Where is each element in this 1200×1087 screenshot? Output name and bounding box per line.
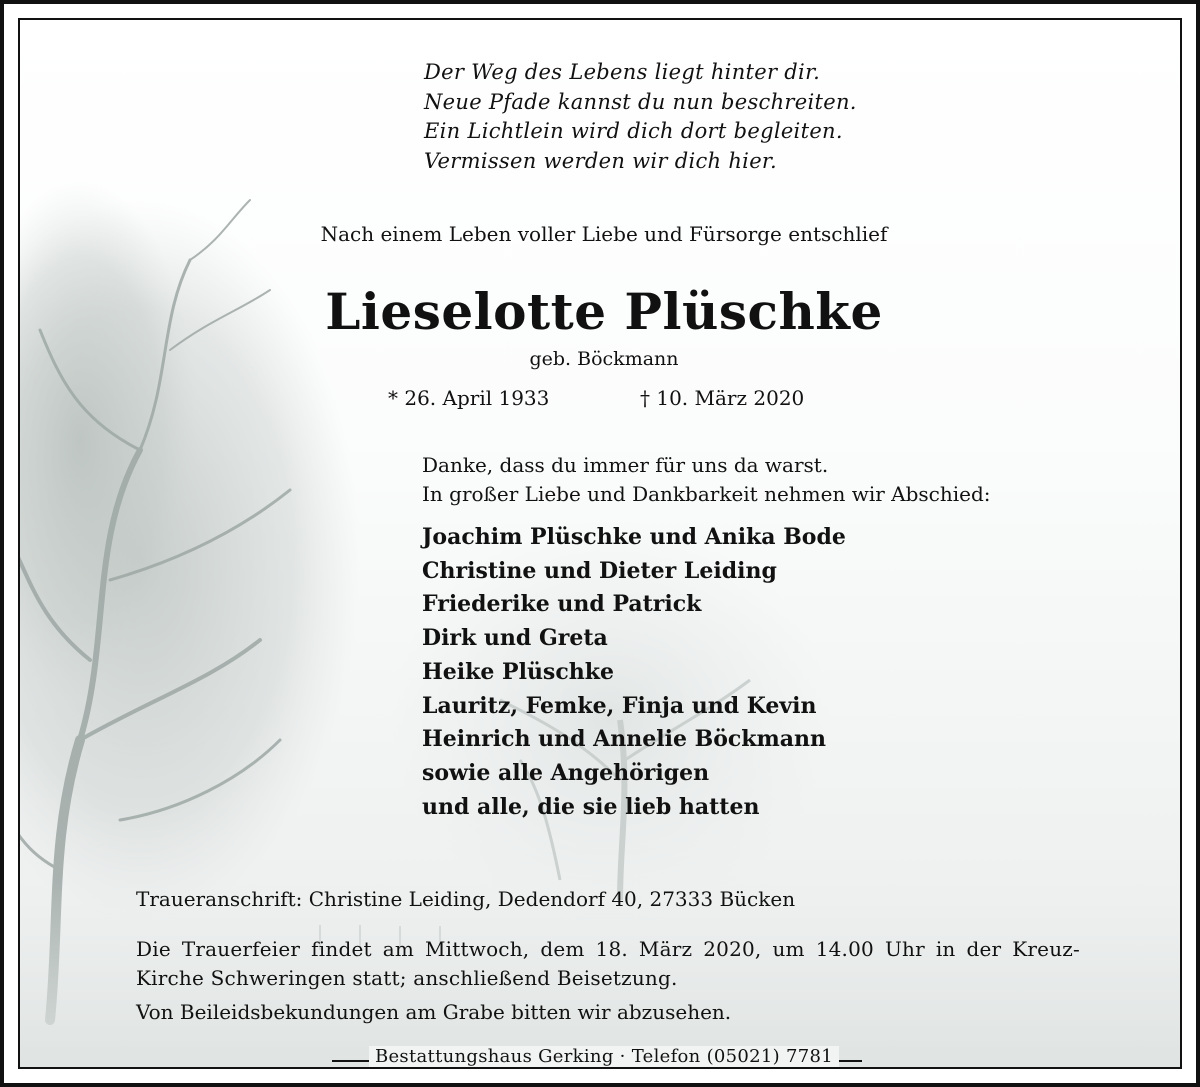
birth-date: * 26. April 1933 xyxy=(388,386,550,410)
poem xyxy=(424,58,857,176)
mourner-entry: Heike Plüschke xyxy=(422,658,614,685)
thanks-text xyxy=(422,451,991,509)
mourner-entry: Dirk und Greta xyxy=(422,625,608,652)
poem-line: Neue Pfade kannst du nun beschreiten. xyxy=(424,89,857,114)
life-dates xyxy=(388,386,805,410)
mourners-list xyxy=(422,521,846,824)
thanks-line: In großer Liebe und Dankbarkeit nehmen wir Abschied: xyxy=(422,482,991,506)
poem-line: Ein Lichtlein wird dich dort begleiten. xyxy=(424,119,843,143)
funeral-service-info: Die Trauerfeier findet am Mittwoch, dem 18. März 2020, um 14.00 Uhr in der Kreuz-Kirche Schweringen statt; anschließend Beisetzung. xyxy=(136,937,1080,990)
thanks-line: Danke, dass du immer für uns da warst. xyxy=(422,453,829,477)
poem-line: Der Weg des Lebens liegt hinter dir. xyxy=(424,60,821,84)
mourning-address: Traueranschrift: Christine Leiding, Dedendorf 40, 27333 Bücken xyxy=(136,887,796,911)
mourner-entry: und alle, die sie lieb hatten xyxy=(422,793,760,820)
mourner-entry: sowie alle Angehörigen xyxy=(422,759,710,786)
poem-line: Vermissen werden wir dich hier. xyxy=(424,148,777,173)
mourner-entry: Lauritz, Femke, Finja und Kevin xyxy=(422,692,817,719)
intro-text: Nach einem Leben voller Liebe und Fürsorge entschlief xyxy=(320,222,888,246)
mourner-entry: Heinrich und Annelie Böckmann xyxy=(422,726,827,753)
notice-inner-border xyxy=(18,18,1182,1069)
mourner-entry: Friederike und Patrick xyxy=(422,591,702,618)
funeral-home-footer xyxy=(20,1046,1182,1067)
funeral-home-contact: Bestattungshaus Gerking · Telefon (05021) 7781 xyxy=(369,1046,839,1067)
mourner-entry: Joachim Plüschke und Anika Bode xyxy=(422,524,846,550)
maiden-name: geb. Böckmann xyxy=(529,348,679,370)
mourner-entry: Christine und Dieter Leiding xyxy=(422,557,777,584)
death-date: † 10. März 2020 xyxy=(640,386,805,410)
condolences-note: Von Beileidsbekundungen am Grabe bitten wir abzusehen. xyxy=(136,1000,732,1024)
deceased-name: Lieselotte Plüschke xyxy=(325,282,883,341)
